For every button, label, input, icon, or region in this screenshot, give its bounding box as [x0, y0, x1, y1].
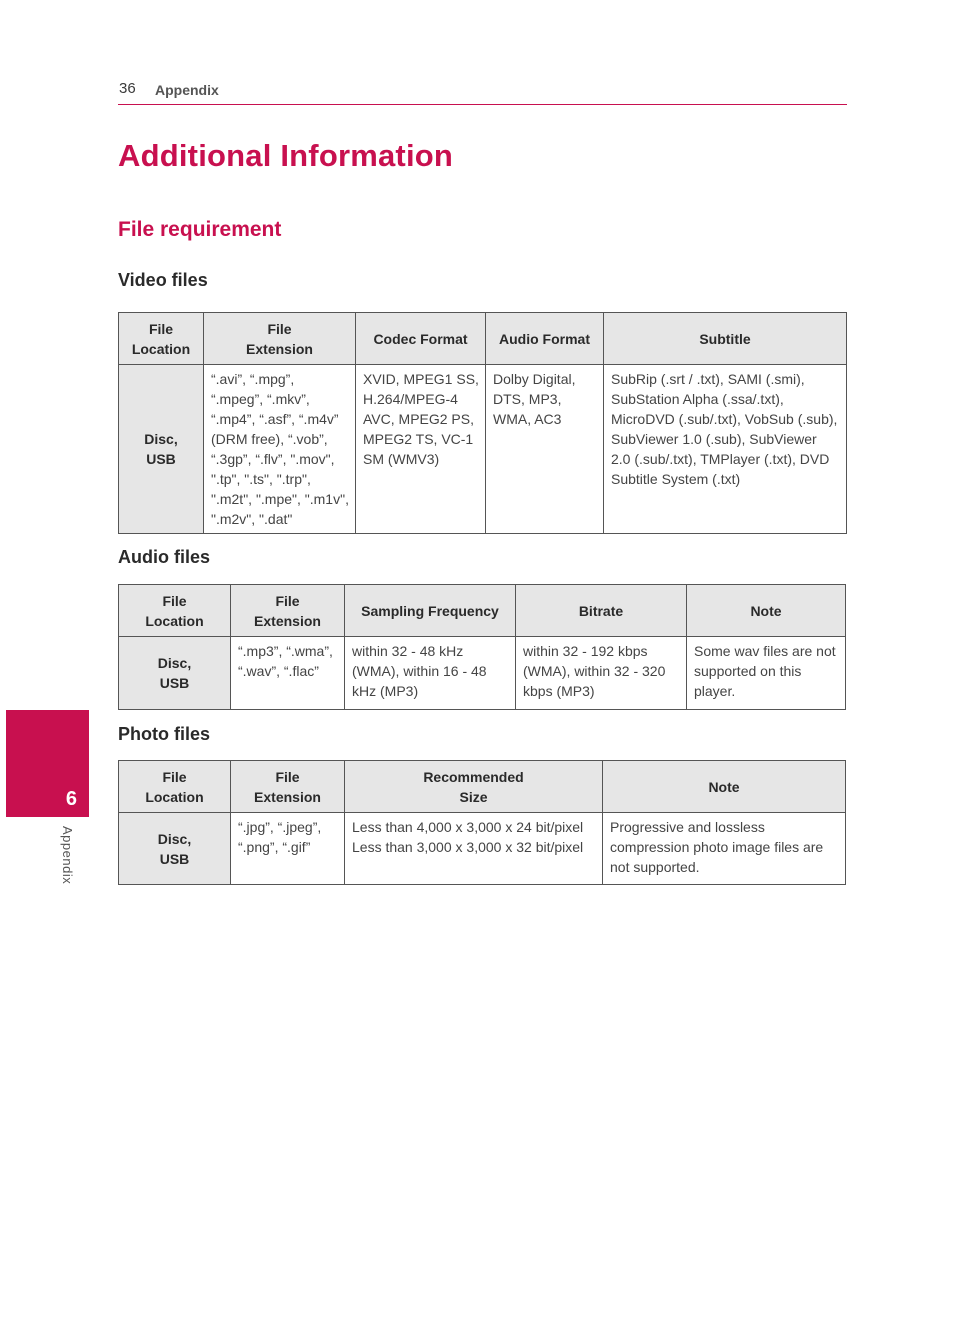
table-row [119, 813, 846, 885]
codec-format-cell: XVID, MPEG1 SS, H.264/MPEG-4 AVC, MPEG2 PS, MPEG2 TS, VC-1 SM (WMV3) [356, 365, 486, 534]
audio-files-table [118, 584, 846, 710]
column-header: Note [687, 585, 846, 637]
page-number: 36 [119, 80, 136, 97]
file-location-cell: Disc, USB [119, 813, 231, 885]
file-extension-cell: “.jpg”, “.jpeg”, “.png”, “.gif” [231, 813, 345, 885]
column-header: File Location [119, 761, 231, 813]
sampling-frequency-cell: within 32 - 48 kHz (WMA), within 16 - 48 kHz (MP3) [345, 637, 516, 710]
column-header: Sampling Frequency [345, 585, 516, 637]
table-row [119, 637, 846, 710]
photo-files-heading: Photo files [118, 724, 211, 744]
header-section-label: Appendix [155, 82, 219, 98]
column-header: File Extension [231, 585, 345, 637]
column-header: File Extension [204, 313, 356, 365]
column-header: Recommended Size [345, 761, 603, 813]
subtitle-cell: SubRip (.srt / .txt), SAMI (.smi), SubStation Alpha (.ssa/.txt), MicroDVD (.sub/.txt), VobSub (.sub), SubViewer 1.0 (.sub), SubViewer 2.0 (.sub/.txt), TMPlayer (.txt), DVD Subtitle System (.txt) [604, 365, 847, 534]
file-extension-cell: “.avi”, “.mpg”, “.mpeg”, “.mkv”, “.mp4”, “.asf”, “.m4v” (DRM free), “.vob”, “.3gp”, “.flv”, ".mov", ".tp", ".ts", ".trp", ".m2t", ".mpe", ".m1v", ".m2v", ".dat" [204, 365, 356, 534]
bitrate-cell: within 32 - 192 kbps (WMA), within 32 - 320 kbps (MP3) [516, 637, 687, 710]
audio-format-cell: Dolby Digital, DTS, MP3, WMA, AC3 [486, 365, 604, 534]
column-header: Audio Format [486, 313, 604, 365]
video-files-table [118, 312, 847, 534]
column-header: File Extension [231, 761, 345, 813]
chapter-number: 6 [65, 788, 77, 810]
note-cell: Progressive and lossless compression photo image files are not supported. [603, 813, 846, 885]
photo-files-table [118, 760, 846, 885]
column-header: Codec Format [356, 313, 486, 365]
chapter-label: Appendix [60, 826, 75, 885]
column-header: Note [603, 761, 846, 813]
audio-files-heading: Audio files [118, 547, 211, 567]
file-location-cell: Disc, USB [119, 365, 204, 534]
file-location-cell: Disc, USB [119, 637, 231, 710]
column-header: Subtitle [604, 313, 847, 365]
note-cell: Some wav files are not supported on this player. [687, 637, 846, 710]
recommended-size-cell: Less than 4,000 x 3,000 x 24 bit/pixel Less than 3,000 x 3,000 x 32 bit/pixel [345, 813, 603, 885]
page-title: Additional Information [118, 138, 454, 173]
column-header: File Location [119, 585, 231, 637]
chapter-tab [6, 710, 89, 817]
file-extension-cell: “.mp3”, “.wma”, “.wav”, “.flac” [231, 637, 345, 710]
video-files-heading: Video files [118, 270, 208, 290]
section-title: File requirement [118, 218, 282, 241]
column-header: File Location [119, 313, 204, 365]
column-header: Bitrate [516, 585, 687, 637]
header-divider [118, 104, 847, 105]
table-row [119, 365, 847, 534]
